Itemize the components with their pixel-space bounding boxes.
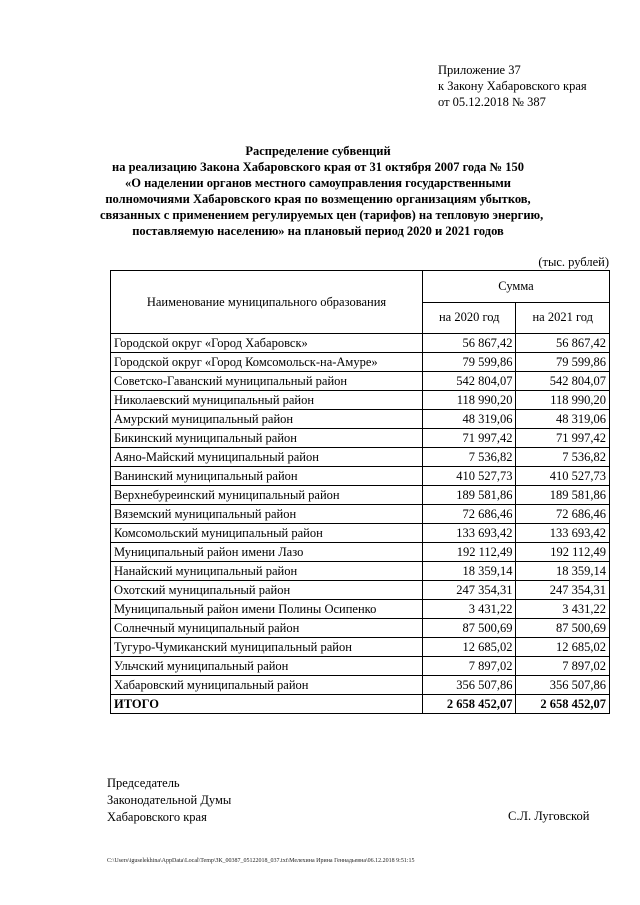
row-value-2020: 410 527,73 (423, 467, 516, 486)
row-value-2021: 7 536,82 (516, 448, 610, 467)
table-row (111, 543, 610, 562)
row-municipality: Нанайский муниципальный район (111, 562, 423, 581)
row-value-2021: 48 319,06 (516, 410, 610, 429)
title-line-1: Распределение субвенций (245, 144, 391, 158)
row-value-2020: 7 536,82 (423, 448, 516, 467)
row-value-2021: 87 500,69 (516, 619, 610, 638)
row-municipality: Верхнебуреинский муниципальный район (111, 486, 423, 505)
row-value-2021: 247 354,31 (516, 581, 610, 600)
signature-line-2: Законодательной Думы (107, 793, 232, 807)
row-value-2021: 56 867,42 (516, 334, 610, 353)
table-row (111, 676, 610, 695)
total-value-2021: 2 658 452,07 (516, 695, 610, 714)
row-value-2020: 3 431,22 (423, 600, 516, 619)
row-value-2020: 12 685,02 (423, 638, 516, 657)
table-row (111, 657, 610, 676)
row-value-2021: 79 599,86 (516, 353, 610, 372)
total-value-2020: 2 658 452,07 (423, 695, 516, 714)
row-value-2020: 79 599,86 (423, 353, 516, 372)
table-row (111, 562, 610, 581)
row-value-2021: 410 527,73 (516, 467, 610, 486)
title-line-2: на реализацию Закона Хабаровского края от 31 октября 2007 года № 150 (112, 160, 524, 174)
row-municipality: Охотский муниципальный район (111, 581, 423, 600)
subsidy-table (110, 270, 610, 714)
table-row (111, 372, 610, 391)
title-line-6: поставляемую населению» на плановый период 2020 и 2021 годов (132, 224, 504, 238)
table-row (111, 467, 610, 486)
row-value-2020: 18 359,14 (423, 562, 516, 581)
row-value-2021: 356 507,86 (516, 676, 610, 695)
table-row (111, 638, 610, 657)
row-value-2021: 18 359,14 (516, 562, 610, 581)
header-year-2020: на 2020 год (423, 302, 516, 334)
row-value-2021: 12 685,02 (516, 638, 610, 657)
row-value-2020: 48 319,06 (423, 410, 516, 429)
row-municipality: Ульчский муниципальный район (111, 657, 423, 676)
row-municipality: Вяземский муниципальный район (111, 505, 423, 524)
table-row (111, 486, 610, 505)
row-municipality: Аяно-Майский муниципальный район (111, 448, 423, 467)
row-municipality: Солнечный муниципальный район (111, 619, 423, 638)
row-value-2020: 192 112,49 (423, 543, 516, 562)
row-municipality: Хабаровский муниципальный район (111, 676, 423, 695)
table-row (111, 334, 610, 353)
header-municipality: Наименование муниципального образования (111, 271, 423, 334)
row-value-2020: 356 507,86 (423, 676, 516, 695)
row-municipality: Комсомольский муниципальный район (111, 524, 423, 543)
table-row (111, 524, 610, 543)
row-value-2020: 56 867,42 (423, 334, 516, 353)
total-row (111, 695, 610, 714)
row-value-2020: 7 897,02 (423, 657, 516, 676)
row-value-2020: 87 500,69 (423, 619, 516, 638)
row-value-2021: 133 693,42 (516, 524, 610, 543)
row-value-2020: 133 693,42 (423, 524, 516, 543)
table-row (111, 391, 610, 410)
appendix-line-1: Приложение 37 (438, 63, 521, 77)
table-row (111, 581, 610, 600)
table-row (111, 600, 610, 619)
title-line-4: полномочиями Хабаровского края по возмещению организациям убытков, (105, 192, 531, 206)
footer-file-path: C:\Users\iguselekhina\AppData\Local\Temp\ЗК_00387_05122018_037.txt\Мелехина Ирина Геннадьевна\06.12.2018 9:51:15 (107, 858, 415, 864)
signature-line-3: Хабаровского края (107, 810, 207, 824)
table-row (111, 448, 610, 467)
row-value-2021: 192 112,49 (516, 543, 610, 562)
row-value-2021: 542 804,07 (516, 372, 610, 391)
row-value-2021: 3 431,22 (516, 600, 610, 619)
row-value-2021: 7 897,02 (516, 657, 610, 676)
row-municipality: Советско-Гаванский муниципальный район (111, 372, 423, 391)
row-municipality: Муниципальный район имени Полины Осипенко (111, 600, 423, 619)
table-row (111, 505, 610, 524)
signature-line-1: Председатель (107, 776, 180, 790)
title-line-3: «О наделении органов местного самоуправления государственными (125, 176, 511, 190)
document-title (100, 143, 544, 239)
table-row (111, 429, 610, 448)
row-value-2020: 247 354,31 (423, 581, 516, 600)
signer-name: С.Л. Луговской (508, 809, 590, 823)
appendix-line-2: к Закону Хабаровского края (438, 79, 587, 93)
row-municipality: Городской округ «Город Хабаровск» (111, 334, 423, 353)
row-municipality: Бикинский муниципальный район (111, 429, 423, 448)
table-row (111, 410, 610, 429)
row-municipality: Тугуро-Чумиканский муниципальный район (111, 638, 423, 657)
appendix-block (438, 62, 587, 110)
appendix-line-3: от 05.12.2018 № 387 (438, 95, 546, 109)
row-municipality: Городской округ «Город Комсомольск-на-Амуре» (111, 353, 423, 372)
title-line-5: связанных с применением регулируемых цен (тарифов) на тепловую энергию, (100, 208, 544, 222)
row-value-2020: 189 581,86 (423, 486, 516, 505)
units-label: (тыс. рублей) (538, 255, 609, 269)
table-row (111, 353, 610, 372)
row-value-2021: 72 686,46 (516, 505, 610, 524)
row-value-2020: 71 997,42 (423, 429, 516, 448)
row-municipality: Ванинский муниципальный район (111, 467, 423, 486)
row-value-2021: 71 997,42 (516, 429, 610, 448)
row-value-2020: 542 804,07 (423, 372, 516, 391)
row-municipality: Николаевский муниципальный район (111, 391, 423, 410)
header-year-2021: на 2021 год (516, 302, 610, 334)
row-value-2021: 118 990,20 (516, 391, 610, 410)
row-municipality: Амурский муниципальный район (111, 410, 423, 429)
header-sum: Сумма (423, 271, 610, 303)
signature-block (107, 775, 231, 826)
row-value-2020: 72 686,46 (423, 505, 516, 524)
row-value-2020: 118 990,20 (423, 391, 516, 410)
row-municipality: Муниципальный район имени Лазо (111, 543, 423, 562)
row-value-2021: 189 581,86 (516, 486, 610, 505)
total-label: ИТОГО (111, 695, 423, 714)
table-row (111, 619, 610, 638)
